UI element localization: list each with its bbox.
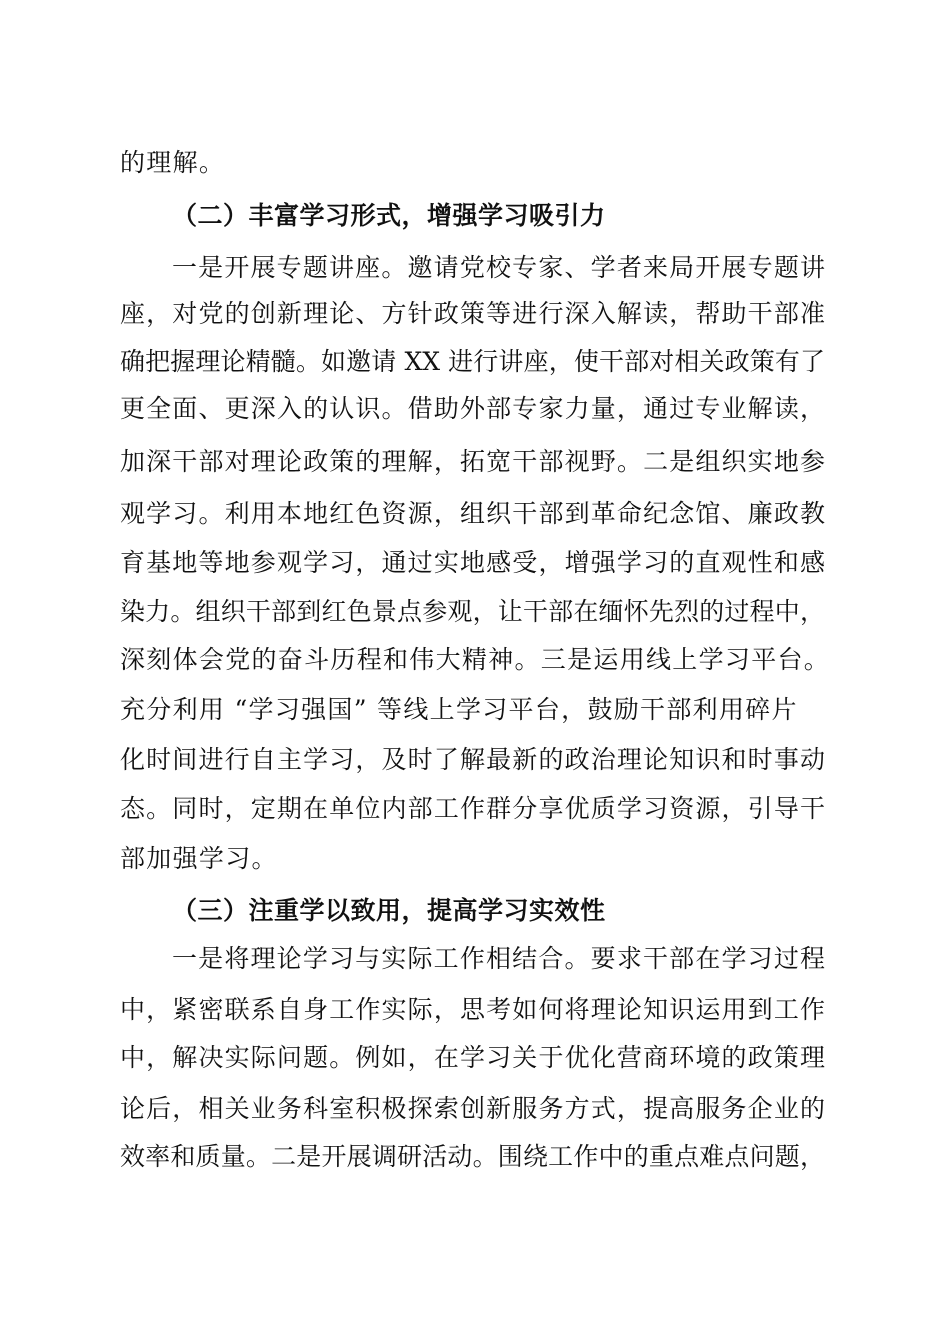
paragraph-line: 部加强学习。 [120,844,278,873]
paragraph-line: 中，紧密联系自身工作实际，思考如何将理论知识运用到工作 [120,995,825,1024]
paragraph-line: 更全面、更深入的认识。借助外部专家力量，通过专业解读， [120,394,825,423]
paragraph-line: 效率和质量。二是开展调研活动。围绕工作中的重点难点问题， [120,1142,825,1171]
section-heading-2: （二）丰富学习形式，增强学习吸引力 [172,201,606,230]
paragraph-line: 育基地等地参观学习，通过实地感受，增强学习的直观性和感 [120,548,825,577]
paragraph-line: 的理解。 [120,148,226,177]
paragraph-line: 座，对党的创新理论、方针政策等进行深入解读，帮助干部准 [120,299,825,328]
paragraph-line: 充分利用 “学习强国” 等线上学习平台，鼓励干部利用碎片 [120,695,798,724]
paragraph-line: 染力。组织干部到红色景点参观，让干部在缅怀先烈的过程中， [120,597,825,626]
paragraph-line: 一是开展专题讲座。邀请党校专家、学者来局开展专题讲 [172,253,825,282]
paragraph-line: 中，解决实际问题。例如，在学习关于优化营商环境的政策理 [120,1043,825,1072]
paragraph-line: 一是将理论学习与实际工作相结合。要求干部在学习过程 [172,944,825,973]
paragraph-line: 深刻体会党的奋斗历程和伟大精神。三是运用线上学习平台。 [120,645,831,674]
paragraph-line: 加深干部对理论政策的理解，拓宽干部视野。二是组织实地参 [120,447,825,476]
paragraph-line: 观学习。利用本地红色资源，组织干部到革命纪念馆、廉政教 [120,499,825,528]
paragraph-line: 化时间进行自主学习，及时了解最新的政治理论知识和时事动 [120,745,825,774]
paragraph-line: 论后，相关业务科室积极探索创新服务方式，提高服务企业的 [120,1094,825,1123]
paragraph-line: 确把握理论精髓。如邀请 XX 进行讲座，使干部对相关政策有了 [120,347,825,376]
paragraph-line: 态。同时，定期在单位内部工作群分享优质学习资源，引导干 [120,794,825,823]
section-heading-3: （三）注重学以致用，提高学习实效性 [172,896,606,925]
